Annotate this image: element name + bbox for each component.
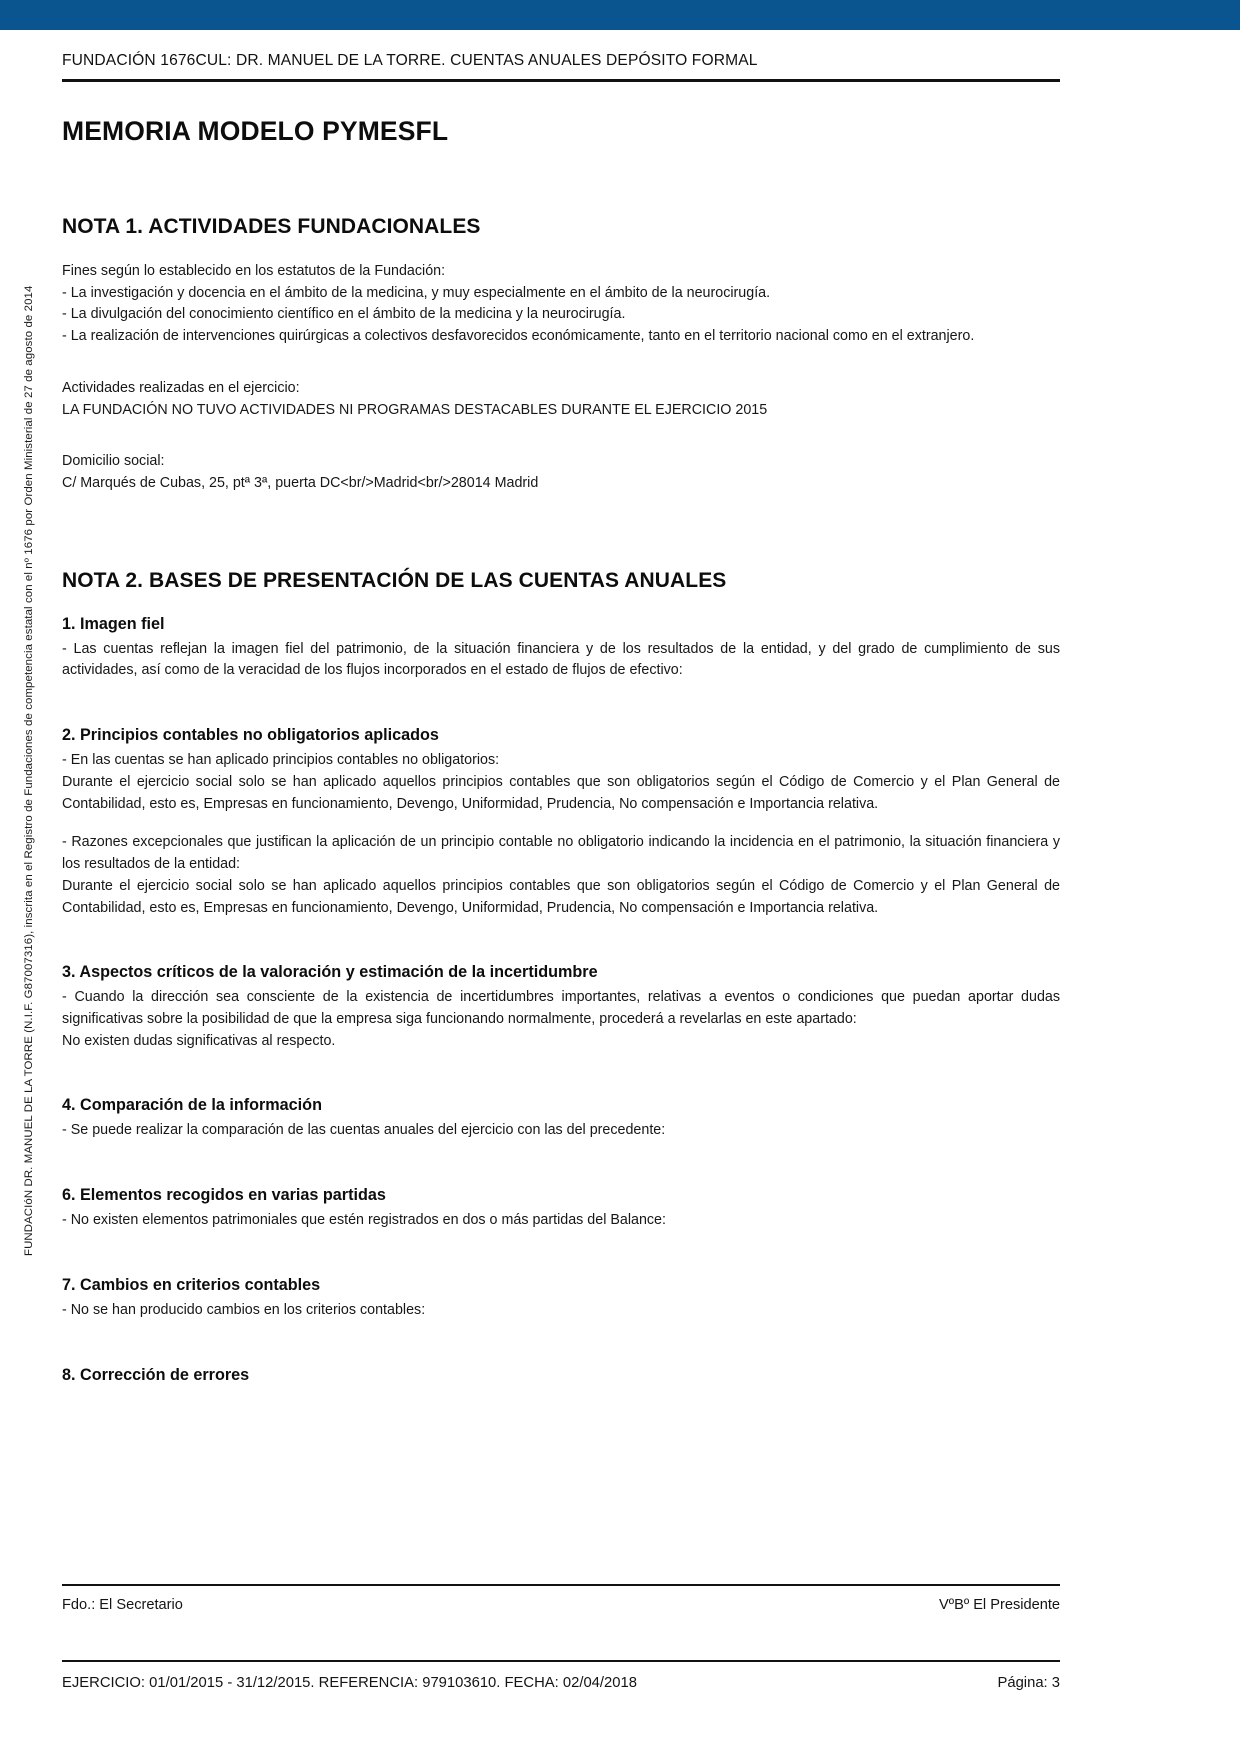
- signature-divider: [62, 1584, 1060, 1586]
- header-color-band: [0, 0, 1240, 30]
- nota1-fin-item-2: - La divulgación del conocimiento científico en el ámbito de la medicina y la neurocirugía.: [62, 306, 626, 323]
- nota1-actividades-value: LA FUNDACIÓN NO TUVO ACTIVIDADES NI PROGRAMAS DESTACABLES DURANTE EL EJERCICIO 2015: [62, 401, 768, 418]
- subsection-2-paragraph-4: Durante el ejercicio social solo se han aplicado aquellos principios contables que son obligatorios según el Código de Comercio y el Plan General de Contabilidad, esto es, Empresas en funcionamiento, Devengo, Uniformidad, Prudencia, No compensación e Importancia relativa.: [62, 877, 1060, 916]
- nota1-domicilio-value: C/ Marqués de Cubas, 25, ptª 3ª, puerta DC<br/>Madrid<br/>28014 Madrid: [62, 475, 539, 492]
- spacer: [62, 815, 1060, 832]
- side-legal-notice: FUNDACIóN DR. MANUEL DE LA TORRE (N.I.F. G87007316), inscrita en el Registro de Fundaciones de competencia estatal con el nº 1676 por Orden Ministerial de 27 de agosto de 2014: [23, 285, 35, 1256]
- footer-divider: [62, 1660, 1060, 1662]
- subsection-2-paragraph-2: Durante el ejercicio social solo se han aplicado aquellos principios contables que son obligatorios según el Código de Comercio y el Plan General de Contabilidad, esto es, Empresas en funcionamiento, Devengo, Uniformidad, Prudencia, No compensación e Importancia relativa.: [62, 773, 1060, 812]
- page-title: MEMORIA MODELO PYMESFL: [62, 116, 449, 146]
- subsection-2-paragraph-1: - En las cuentas se han aplicado principios contables no obligatorios:: [62, 752, 500, 769]
- nota1-fin-item-3: - La realización de intervenciones quirúrgicas a colectivos desfavorecidos económicamente, tanto en el territorio nacional como en el extranjero.: [62, 328, 975, 345]
- signature-secretary: Fdo.: El Secretario: [62, 1597, 183, 1613]
- subsection-1-paragraph-1: - Las cuentas reflejan la imagen fiel del patrimonio, de la situación financiera y de los resultados de la entidad, y del grado de cumplimiento de sus actividades, así como de la veracidad de los flujos incorporados en el estado de flujos de efectivo:: [62, 640, 1060, 679]
- signature-president: VºBº El Presidente: [939, 1597, 1060, 1613]
- nota1-fin-item-1: - La investigación y docencia en el ámbito de la medicina, y muy especialmente en el ámbito de la neurocirugía.: [62, 284, 771, 301]
- subsection-heading-6: 6. Elementos recogidos en varias partidas: [62, 1186, 386, 1205]
- subsection-heading-7: 7. Cambios en criterios contables: [62, 1275, 321, 1294]
- spacer: [62, 495, 1060, 569]
- section-heading-nota1: NOTA 1. ACTIVIDADES FUNDACIONALES: [62, 215, 481, 238]
- subsection-heading-1: 1. Imagen fiel: [62, 614, 165, 633]
- footer-exercise-reference: EJERCICIO: 01/01/2015 - 31/12/2015. REFERENCIA: 979103610. FECHA: 02/04/2018: [62, 1675, 637, 1691]
- spacer: [62, 682, 1060, 726]
- spacer: [62, 348, 1060, 378]
- nota1-domicilio-label: Domicilio social:: [62, 453, 165, 470]
- spacer: [62, 1142, 1060, 1186]
- subsection-7-paragraph-1: - No se han producido cambios en los criterios contables:: [62, 1301, 426, 1318]
- subsection-4-paragraph-1: - Se puede realizar la comparación de las cuentas anuales del ejercicio con las del precedente:: [62, 1122, 666, 1139]
- nota1-actividades-label: Actividades realizadas en el ejercicio:: [62, 379, 300, 396]
- subsection-heading-3: 3. Aspectos críticos de la valoración y estimación de la incertidumbre: [62, 963, 598, 982]
- section-heading-nota2: NOTA 2. BASES DE PRESENTACIÓN DE LAS CUENTAS ANUALES: [62, 568, 727, 592]
- spacer: [62, 421, 1060, 451]
- footer-page-number: Página: 3: [997, 1675, 1060, 1691]
- header-divider: [62, 79, 1060, 82]
- subsection-3-paragraph-1: - Cuando la dirección sea consciente de la existencia de incertidumbres importantes, relativas a eventos o condiciones que puedan aportar dudas significativas sobre la posibilidad de que la empresa siga funcionando normalmente, procederá a revelarlas en este apartado:: [62, 989, 1060, 1027]
- subsection-3-paragraph-2: No existen dudas significativas al respecto.: [62, 1032, 336, 1049]
- subsection-heading-4: 4. Comparación de la información: [62, 1096, 322, 1115]
- spacer: [62, 1052, 1060, 1096]
- subsection-heading-2: 2. Principios contables no obligatorios aplicados: [62, 726, 439, 745]
- spacer: [62, 919, 1060, 963]
- document-content: [62, 52, 1060, 1390]
- footer-row: [62, 1675, 1060, 1691]
- subsection-2-paragraph-3: - Razones excepcionales que justifican la aplicación de un principio contable no obligatorio indicando la incidencia en el patrimonio, la situación financiera y los resultados de la entidad:: [62, 834, 1060, 873]
- subsection-heading-8: 8. Corrección de errores: [62, 1365, 250, 1384]
- nota1-fines-intro: Fines según lo establecido en los estatutos de la Fundación:: [62, 263, 446, 279]
- signature-row: [62, 1597, 1060, 1613]
- spacer: [62, 1232, 1060, 1276]
- spacer: [62, 1322, 1060, 1366]
- document-header-title: FUNDACIÓN 1676CUL: DR. MANUEL DE LA TORRE. CUENTAS ANUALES DEPÓSITO FORMAL: [62, 52, 758, 69]
- subsection-6-paragraph-1: - No existen elementos patrimoniales que estén registrados en dos o más partidas del Balance:: [62, 1212, 666, 1229]
